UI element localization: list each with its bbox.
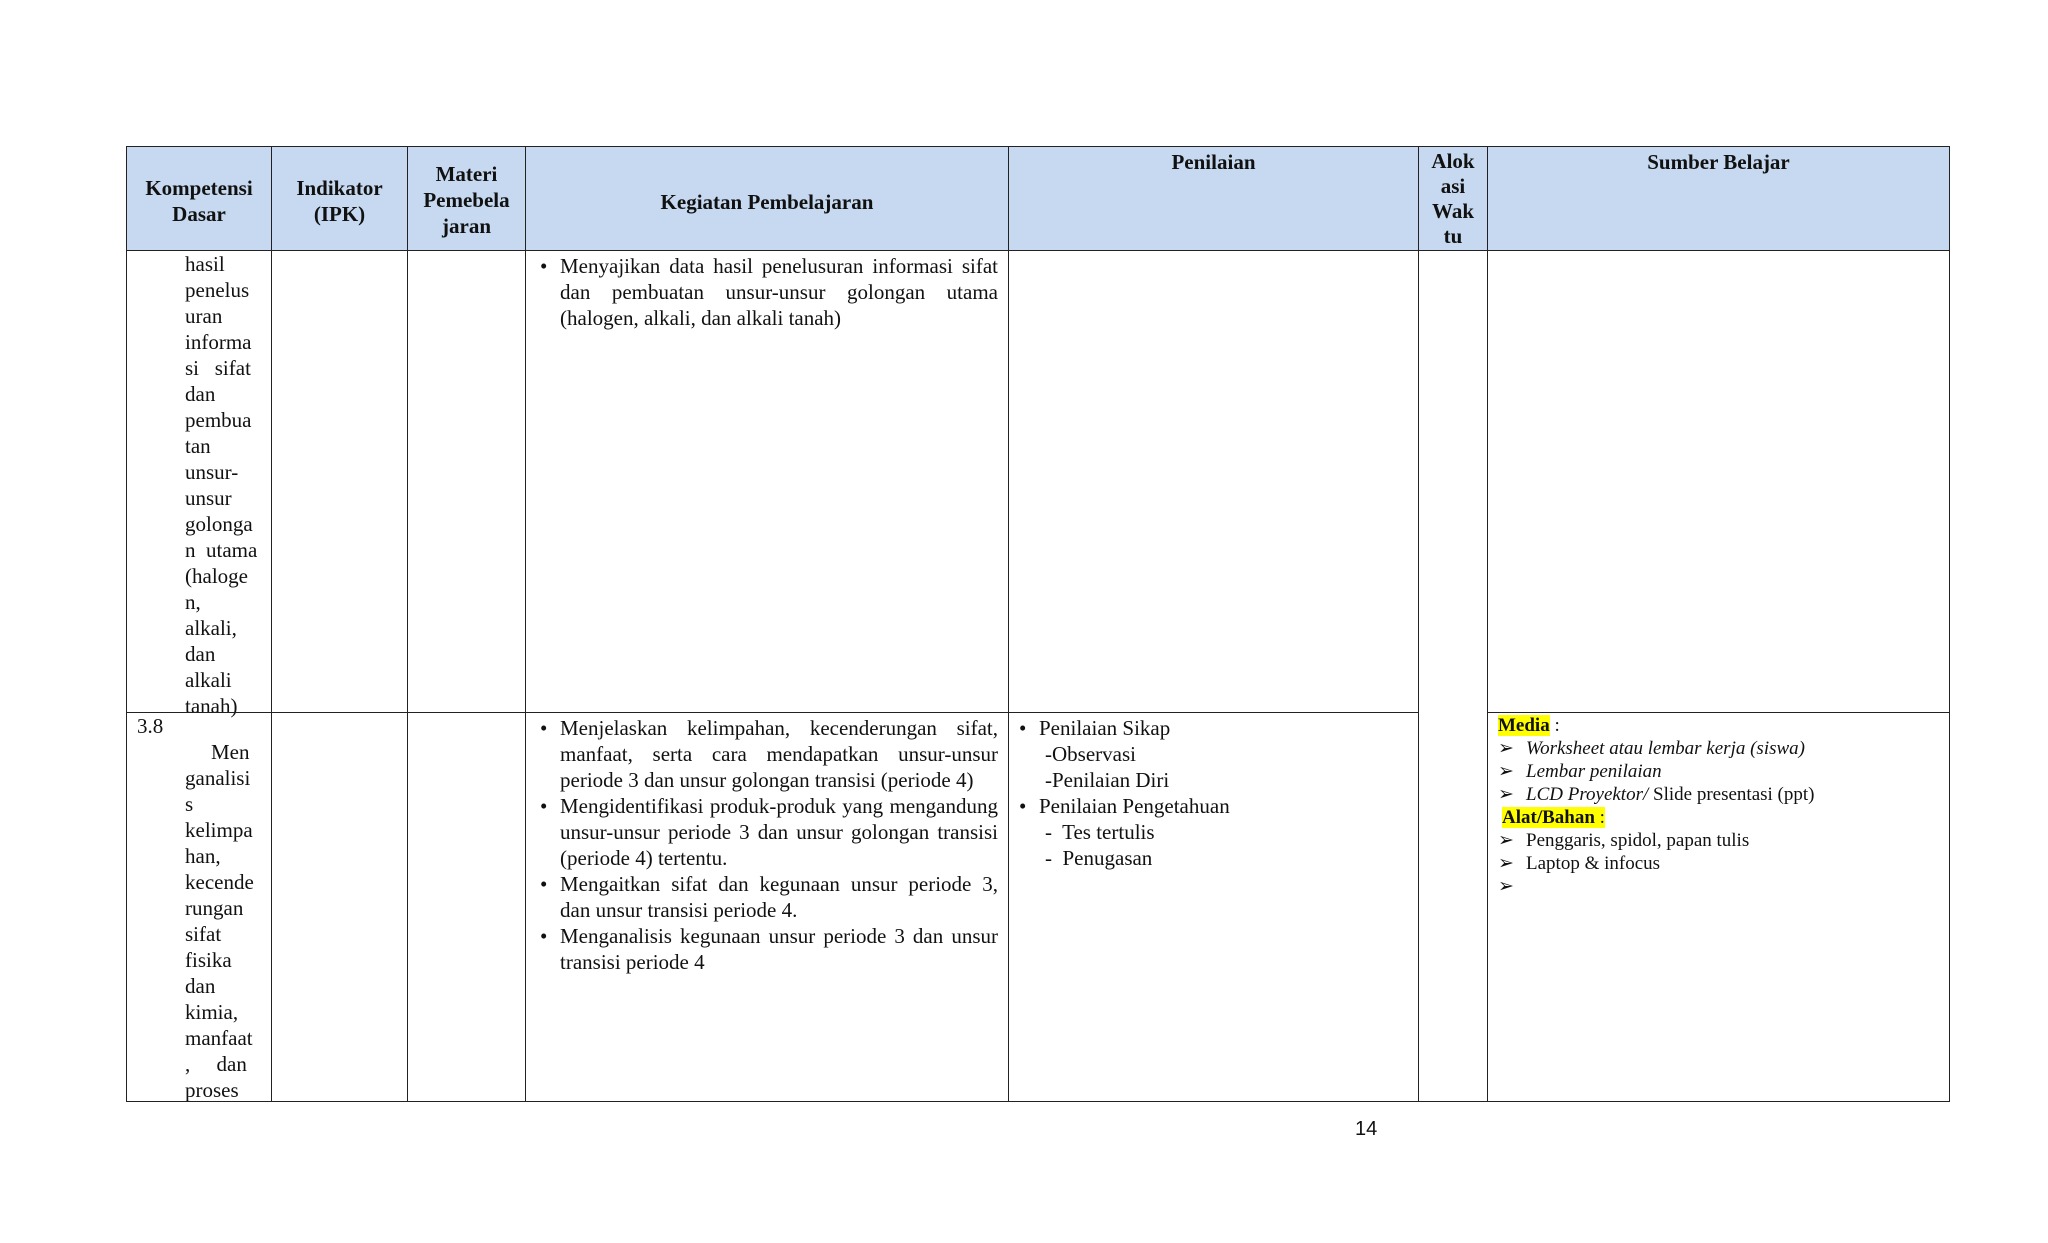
media-item-text: Worksheet atau lembar kerja (siswa) (1526, 738, 1805, 759)
kd-line: dan (185, 974, 216, 998)
kd-line: informa (185, 330, 252, 354)
arrow-bullet-icon: ➢ (1498, 853, 1514, 874)
row2-penilaian (1008, 712, 1419, 1102)
media-item (1498, 760, 1941, 783)
row2-materi (407, 712, 526, 1102)
media-label: Media (1498, 715, 1550, 736)
arrow-bullet-icon: ➢ (1498, 738, 1514, 759)
kd-line: tan (185, 434, 211, 458)
penilaian-sikap (1015, 715, 1410, 741)
alat-item (1498, 829, 1941, 852)
kd-line: n utama (185, 538, 258, 562)
penilaian-sikap-item: -Observasi (1045, 742, 1136, 766)
kd-line: ganalisi (185, 766, 251, 790)
kd-line: pembua (185, 408, 252, 432)
kd-line: unsur (185, 486, 232, 510)
media-colon: : (1549, 715, 1560, 736)
penilaian-pengetahuan (1015, 793, 1410, 819)
row1-indikator (271, 250, 408, 713)
alat-label: Alat/Bahan (1502, 807, 1595, 828)
alat-item (1498, 875, 1941, 898)
penilaian-pengetahuan-label: Penilaian Pengetahuan (1039, 794, 1230, 818)
header-indikator: Indikator (IPK) (271, 146, 408, 251)
alat-item-text: Penggaris, spidol, papan tulis (1526, 830, 1750, 851)
kd-line: si sifat (185, 356, 251, 380)
header-sumber-belajar: Sumber Belajar (1487, 146, 1950, 251)
header-kegiatan: Kegiatan Pembelajaran (525, 146, 1009, 251)
kd-line: rungan (185, 896, 244, 920)
row1-sumber (1487, 250, 1950, 713)
row1-kegiatan (525, 250, 1009, 713)
lcd-rest-text: Slide presentasi (ppt) (1648, 784, 1815, 805)
kd-line: fisika (185, 948, 232, 972)
kd-line: dan (185, 382, 216, 406)
kd-line: kelimpa (185, 818, 253, 842)
kd-line: s (185, 792, 194, 816)
arrow-bullet-icon: ➢ (1498, 761, 1514, 782)
penilaian-sikap-label: Penilaian Sikap (1039, 716, 1171, 740)
row2-kompetensi-dasar (126, 712, 272, 1102)
alat-item (1498, 852, 1941, 875)
kd-line: , dan (185, 1052, 247, 1076)
media-item (1498, 737, 1941, 760)
penilaian-pengetahuan-item: - Tes tertulis (1045, 820, 1155, 844)
kd-line: (haloge (185, 564, 248, 588)
alat-item-text: Laptop & infocus (1526, 853, 1661, 874)
kd-line: dan (185, 642, 216, 666)
header-penilaian: Penilaian (1008, 146, 1419, 251)
arrow-bullet-icon: ➢ (1498, 830, 1514, 851)
row2-indikator (271, 712, 408, 1102)
kd-line: golonga (185, 512, 253, 536)
kd-number: 3.8 (137, 714, 164, 738)
row1-penilaian (1008, 250, 1419, 713)
kegiatan-item: • Mengaitkan sifat dan kegunaan unsur periode 3, dan unsur transisi periode 4. (536, 871, 998, 923)
header-alokasi-waktu: Alok asi Wak tu (1418, 146, 1488, 251)
media-item-text: Lembar penilaian (1526, 761, 1662, 782)
lcd-italic-text: LCD Proyektor/ (1526, 784, 1649, 805)
row1-materi (407, 250, 526, 713)
kd-line: proses (185, 1078, 239, 1102)
header-materi: Materi Pemebela jaran (407, 146, 526, 251)
penilaian-sikap-item: -Penilaian Diri (1045, 768, 1170, 792)
alokasi-waktu-cell (1418, 250, 1488, 1102)
kd-line: manfaat (185, 1026, 253, 1050)
kd-line: Men (211, 740, 250, 764)
kd-line: kecende (185, 870, 254, 894)
kd-line: n, (185, 590, 201, 614)
kd-line: sifat (185, 922, 222, 946)
alat-heading (1498, 806, 1941, 829)
penilaian-pengetahuan-item: - Penugasan (1045, 846, 1153, 870)
kd-line: tanah) (185, 694, 238, 718)
arrow-bullet-icon: ➢ (1498, 876, 1514, 897)
kd-line: unsur- (185, 460, 239, 484)
kd-line: han, (185, 844, 221, 868)
row2-sumber (1487, 712, 1950, 1102)
kd-line: alkali, (185, 616, 237, 640)
row1-kompetensi-dasar (126, 250, 272, 718)
row2-kegiatan (525, 712, 1009, 1102)
kd-line: penelus (185, 278, 250, 302)
lesson-plan-table (126, 146, 1950, 1102)
kd-line: hasil (185, 252, 225, 276)
kd-line: alkali (185, 668, 232, 692)
kd-line: kimia, (185, 1000, 239, 1024)
arrow-bullet-icon: ➢ (1498, 784, 1514, 805)
alat-colon: : (1594, 807, 1605, 828)
kd-line: uran (185, 304, 223, 328)
page-number: 14 (1355, 1118, 1378, 1140)
kegiatan-item: • Menganalisis kegunaan unsur periode 3 dan unsur transisi periode 4 (536, 923, 998, 975)
kegiatan-item: • Menyajikan data hasil penelusuran informasi sifat dan pembuatan unsur-unsur golongan utama (halogen, alkali, dan alkali tanah) (536, 253, 998, 331)
media-heading (1498, 714, 1941, 737)
kegiatan-item: • Mengidentifikasi produk-produk yang mengandung unsur-unsur periode 3 dan unsur golongan transisi (periode 4) tertentu. (536, 793, 998, 871)
media-item (1498, 783, 1941, 806)
header-kompetensi-dasar: Kompetensi Dasar (126, 146, 272, 251)
kegiatan-item: • Menjelaskan kelimpahan, kecenderungan sifat, manfaat, serta cara mendapatkan unsur-unsur periode 3 dan unsur golongan transisi (periode 4) (536, 715, 998, 793)
